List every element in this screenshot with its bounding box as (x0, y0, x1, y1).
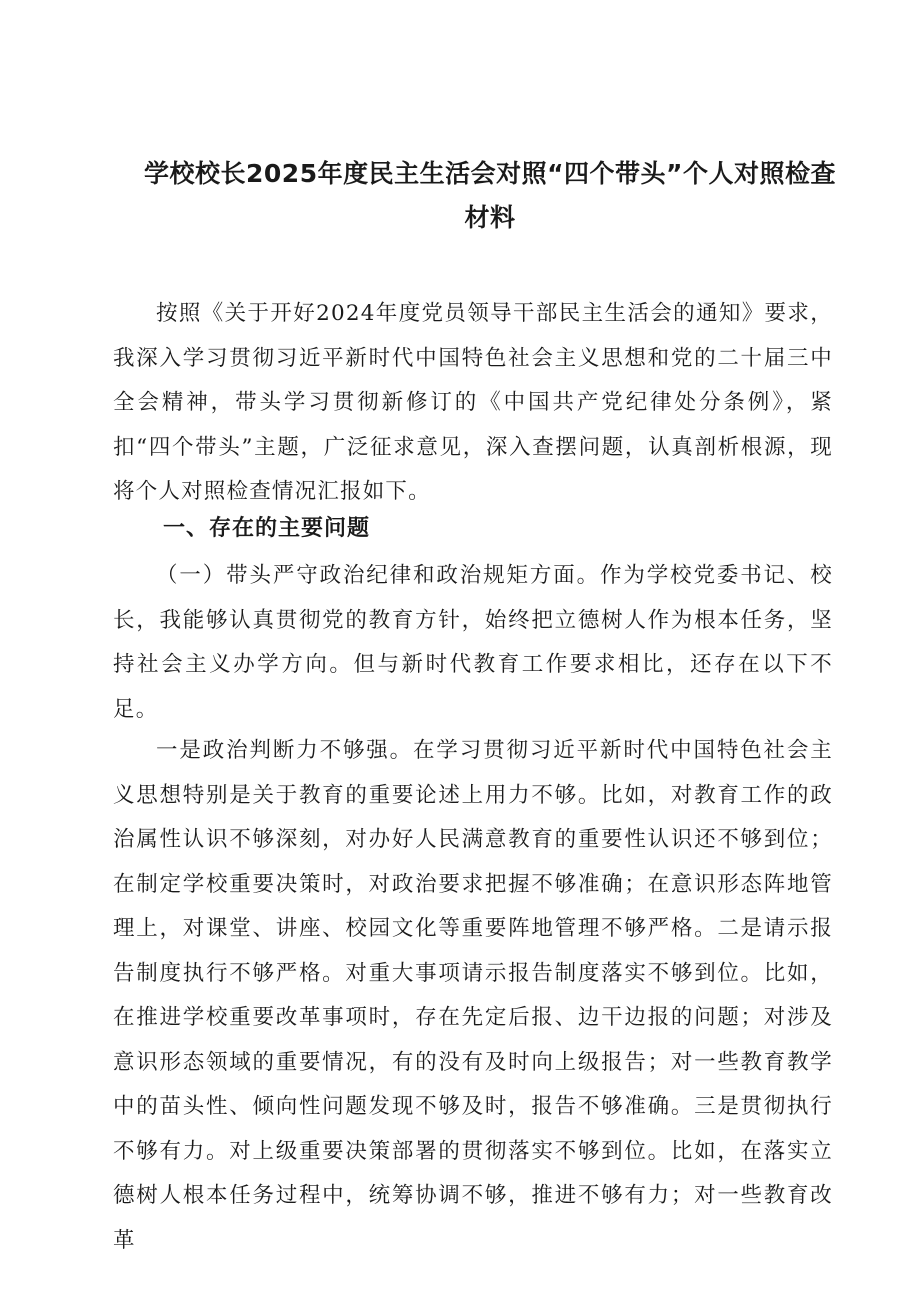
document-title: 学校校长2025年度民主生活会对照“四个带头”个人对照检查材料 (144, 159, 836, 232)
section-1-body-paragraph: 一是政治判断力不够强。在学习贯彻习近平新时代中国特色社会主义思想特别是关于教育的重要论述上用力不够。比如，对教育工作的政治属性认识不够深刻，对办好人民满意教育的重要性认识还不够到位；在制定学校重要决策时，对政治要求把握不够准确；在意识形态阵地管理上，对课堂、讲座、校园文化等重要阵地管理不够严格。二是请示报告制度执行不够严格。对重大事项请示报告制度落实不够到位。比如，在推进学校重要改革事项时，存在先定后报、边干边报的问题；对涉及意识形态领域的重要情况，有的没有及时向上级报告；对一些教育教学中的苗头性、倾向性问题发现不够及时，报告不够准确。三是贯彻执行不够有力。对上级重要决策部署的贯彻落实不够到位。比如，在落实立德树人根本任务过程中，统筹协调不够，推进不够有力；对一些教育改革 (113, 738, 833, 1253)
section-heading-main-problems: 一、存在的主要问题 (163, 516, 371, 541)
intro-paragraph: 按照《关于开好2024年度党员领导干部民主生活会的通知》要求，我深入学习贯彻习近平新时代中国特色社会主义思想和党的二十届三中全会精神，带头学习贯彻新修订的《中国共产党纪律处分条例》，紧扣“四个带头”主题，广泛征求意见，深入查摆问题，认真剖析根源，现将个人对照检查情况汇报如下。 (113, 301, 833, 504)
section-1-paragraph: （一）带头严守政治纪律和政治规矩方面。作为学校党委书记、校长，我能够认真贯彻党的教育方针，始终把立德树人作为根本任务，坚持社会主义办学方向。但与新时代教育工作要求相比，还存在以下不足。 (113, 563, 833, 722)
